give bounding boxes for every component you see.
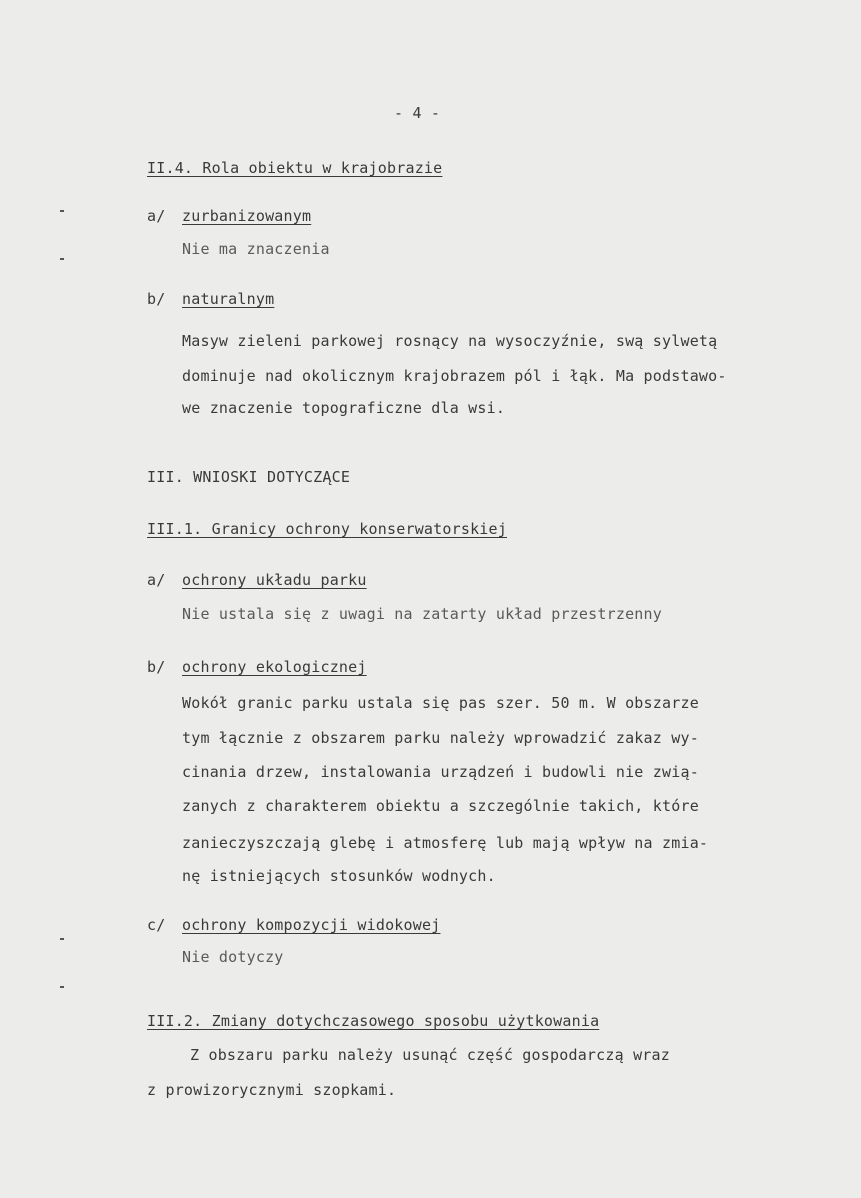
page-number: - 4 - (394, 104, 441, 122)
paragraph-line: we znaczenie topograficzne dla wsi. (182, 399, 506, 417)
paragraph-line: nę istniejących stosunków wodnych. (182, 867, 496, 885)
paragraph-line: Wokół granic parku ustala się pas szer. 50 m. W obszarze (182, 694, 699, 712)
paragraph-line: tym łącznie z obszarem parku należy wprowadzić zakaz wy- (182, 729, 699, 747)
margin-mark (60, 258, 64, 260)
paragraph-line: Z obszaru parku należy usunąć część gospodarczą wraz (190, 1046, 670, 1064)
item-title-urbanized: zurbanizowanym (182, 207, 312, 225)
section-heading-II-4: II.4. Rola obiektu w krajobrazie (147, 159, 443, 177)
item-label-c: c/ (147, 916, 166, 934)
paragraph-line: dominuje nad okolicznym krajobrazem pól i łąk. Ma podstawo- (182, 367, 727, 385)
item-title-ecological: ochrony ekologicznej (182, 658, 367, 676)
section-heading-III-1: III.1. Granicy ochrony konserwatorskiej (147, 520, 507, 538)
margin-mark (60, 986, 64, 988)
paragraph-line: z prowizorycznymi szopkami. (147, 1081, 397, 1099)
margin-mark (60, 938, 64, 940)
item-text-park-layout: Nie ustala się z uwagi na zatarty układ przestrzenny (182, 605, 662, 623)
margin-mark (60, 210, 64, 212)
item-label-a: a/ (147, 207, 166, 225)
paragraph-line: zanych z charakterem obiektu a szczególnie takich, które (182, 797, 699, 815)
section-heading-III: III. WNIOSKI DOTYCZĄCE (147, 468, 351, 486)
paragraph-line: Masyw zieleni parkowej rosnący na wysoczyźnie, swą sylwetą (182, 332, 718, 350)
item-label-b: b/ (147, 290, 166, 308)
item-title-natural: naturalnym (182, 290, 275, 308)
section-heading-III-2: III.2. Zmiany dotychczasowego sposobu użytkowania (147, 1012, 600, 1030)
item-label-a: a/ (147, 571, 166, 589)
paragraph-line: cinania drzew, instalowania urządzeń i budowli nie zwią- (182, 763, 699, 781)
item-title-park-layout: ochrony układu parku (182, 571, 367, 589)
item-label-b: b/ (147, 658, 166, 676)
paragraph-line: zanieczyszczają glebę i atmosferę lub mają wpływ na zmia- (182, 834, 709, 852)
item-text-view-composition: Nie dotyczy (182, 948, 284, 966)
item-title-view-composition: ochrony kompozycji widokowej (182, 916, 441, 934)
item-text-urbanized: Nie ma znaczenia (182, 240, 330, 258)
